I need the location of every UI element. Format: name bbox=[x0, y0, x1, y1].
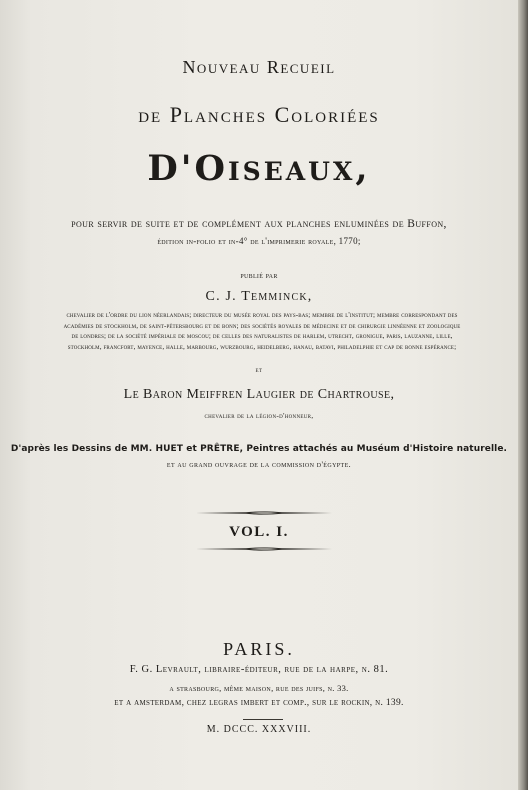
imprint-branch-strasbourg: a strasbourg, même maison, rue des juifs, n. 33. bbox=[169, 683, 349, 693]
title-line-2: de Planches Coloriées bbox=[138, 102, 380, 127]
title-main: D'Oiseaux, bbox=[147, 148, 371, 189]
imprint-city: PARIS. bbox=[223, 639, 295, 659]
credit-line: chevalier de l'ordre du lion néerlandais; directeur du musée royal des pays-bas; membre de l'institut; membre correspondant des bbox=[66, 311, 458, 319]
credit-line: stockholm, francfort, mayence, halle, marbourg, wurzbourg, heidelberg, hanau, batavi, philadelphie et cap de bonne espérance; bbox=[67, 342, 457, 351]
conjunction: et bbox=[255, 366, 263, 374]
author-name-temminck: C. J. Temminck, bbox=[205, 289, 313, 304]
published-by: publié par bbox=[240, 270, 278, 280]
drawings-credit-2: et au grand ouvrage de la commission d'égypte. bbox=[166, 460, 352, 469]
author-credits bbox=[12, 310, 512, 352]
drawings-credit: D'après les Dessins de MM. HUET et PRÊTRE, Peintres attachés au Muséum d'Histoire naturelle. bbox=[10, 444, 508, 454]
credit-line: académies de stockholm, de saint-pétersbourg et de bonn; des sociétés royales de médecine et de chirurgie linnéenne et zoologique bbox=[63, 321, 461, 330]
imprint-divider bbox=[243, 719, 283, 720]
subtitle-line-2: édition in-folio et in-4° de l'imprimerie royale, 1770; bbox=[157, 236, 361, 246]
ornament-bottom bbox=[196, 546, 332, 552]
credit-line: de londres; de la société impériale de moscou; de celles des naturalistes de harlem, utrecht, gronigue, paris, lauzanne, lille, bbox=[71, 332, 453, 340]
author-name-laugier: Le Baron Meiffren Laugier de Chartrouse, bbox=[123, 387, 395, 402]
volume-label: VOL. I. bbox=[229, 524, 289, 540]
page-edge bbox=[518, 0, 528, 790]
ornament-top bbox=[196, 510, 332, 516]
title-line-1: Nouveau Recueil bbox=[182, 57, 336, 77]
subtitle-line-1: pour servir de suite et de complément aux planches enluminées de Buffon, bbox=[71, 218, 447, 230]
author-credit-laugier: chevalier de la légion-d'honneur, bbox=[204, 411, 314, 420]
imprint-publisher: F. G. Levrault, libraire-éditeur, rue de la harpe, n. 81. bbox=[129, 664, 389, 675]
imprint-date: M. DCCC. XXXVIII. bbox=[206, 724, 312, 735]
imprint-branch-amsterdam: et a amsterdam, chez legras imbert et comp., sur le rockin, n. 139. bbox=[114, 698, 404, 708]
